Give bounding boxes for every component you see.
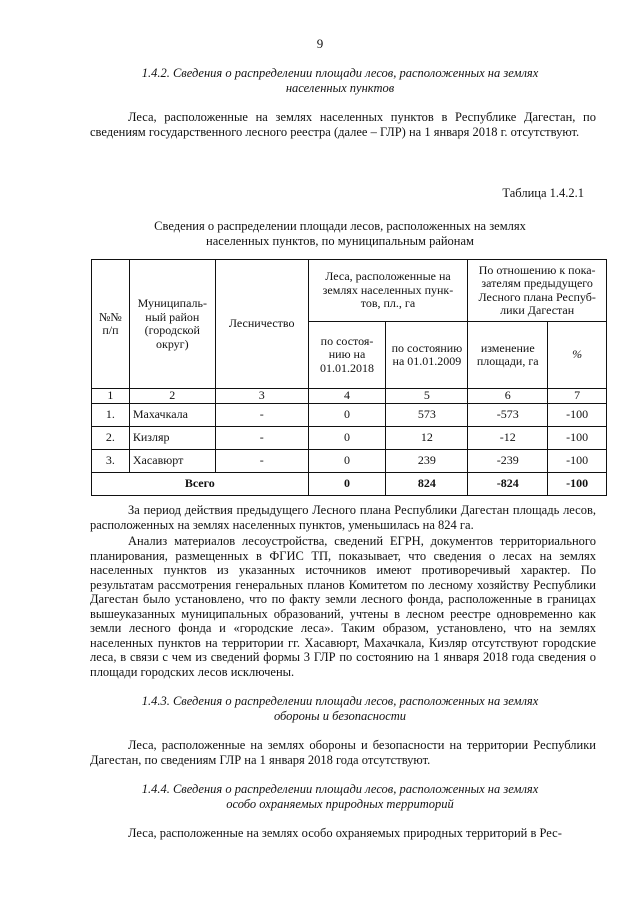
cell-2009: 573 (386, 404, 468, 427)
header-percent: % (548, 322, 607, 389)
col-number: 4 (308, 389, 386, 404)
cell-forestry: - (215, 427, 308, 450)
heading-line: 1.4.4. Сведения о распределении площади лесов, расположенных на землях (141, 782, 539, 796)
table-title-line: населенных пунктов, по муниципальным районам (206, 234, 474, 248)
paragraph-text: Анализ материалов лесоустройства, сведений ЕГРН, документов территориального планирования, размещенных в ФГИС ТП, показывает, что сведения о лесах на землях населенных пунктов из указанных источников имеют противоречивый характер. По результатам рассмотрения генеральных планов Комитетом по лесному хозяйству Республики Дагестан было установлено, что по факту земли лесного фонда, расположенные в границах вышеуказанных муниципальных образований, учтены в лесном реестре одновременно как земли лесного фонда и «городские леса». Таким образом, установлено, что на землях населенных пунктов на территории гг. Хасавюрт, Махачкала, Кизляр отсутствуют городские леса, в связи с чем из сведений формы 3 ГЛР по состоянию на 1 января 2018 года сведения о площади городских лесов исключены. (90, 534, 596, 679)
heading-line: 1.4.2. Сведения о распределении площади лесов, расположенных на землях (141, 66, 539, 80)
cell-2018: 0 (308, 450, 386, 473)
header-district: Муниципаль- ный район (городской округ) (129, 260, 215, 389)
paragraph-text: Леса, расположенные на землях населенных пунктов в Республике Дагестан, по сведениям государственного лесного реестра (далее – ГЛР) на 1 января 2018 г. отсутствуют. (90, 110, 596, 139)
heading-line: 1.4.3. Сведения о распределении площади лесов, расположенных на землях (141, 694, 539, 708)
cell-forestry: - (215, 404, 308, 427)
cell-num: 3. (92, 450, 130, 473)
header-change: изменение площади, га (468, 322, 548, 389)
col-number: 3 (215, 389, 308, 404)
forest-area-table (91, 259, 607, 496)
header-compare: По отношению к пока- зателям предыдущего Лесного плана Респуб- лики Дагестан (468, 260, 607, 322)
heading-line: обороны и безопасности (273, 709, 407, 723)
paragraph-text: Леса, расположенные на землях особо охраняемых природных территорий в Рес- (128, 826, 562, 840)
section-1-4-2-heading (90, 66, 590, 96)
paragraph (90, 503, 596, 532)
total-row (92, 473, 607, 496)
cell-2009: 12 (386, 427, 468, 450)
paragraph (90, 110, 596, 139)
cell-district: Кизляр (129, 427, 215, 450)
col-number: 2 (129, 389, 215, 404)
page-number: 9 (316, 36, 324, 51)
table-row (92, 427, 607, 450)
paragraph-text: За период действия предыдущего Лесного плана Республики Дагестан площадь лесов, расположенных на землях населенных пунктов, уменьшилась на 824 га. (90, 503, 596, 532)
cell-change: -239 (468, 450, 548, 473)
header-num: №№ п/п (92, 260, 130, 389)
table-row (92, 450, 607, 473)
cell-district: Махачкала (129, 404, 215, 427)
col-number: 7 (548, 389, 607, 404)
cell-num: 2. (92, 427, 130, 450)
header-forest-area: Леса, расположенные на землях населенных пунк- тов, пл., га (308, 260, 468, 322)
heading-line: населенных пунктов (285, 81, 395, 95)
paragraph (90, 826, 596, 841)
col-number: 1 (92, 389, 130, 404)
cell-percent: -100 (548, 404, 607, 427)
total-label: Всего (92, 473, 309, 496)
table-row (92, 404, 607, 427)
column-number-row (92, 389, 607, 404)
cell-num: 1. (92, 404, 130, 427)
header-forestry: Лесничество (215, 260, 308, 389)
header-as-of-2009: по состоянию на 01.01.2009 (386, 322, 468, 389)
cell-percent: -100 (548, 450, 607, 473)
col-number: 5 (386, 389, 468, 404)
heading-line: особо охраняемых природных территорий (226, 797, 454, 811)
cell-2018: 0 (308, 404, 386, 427)
paragraph (90, 738, 596, 767)
table-label: Таблица 1.4.2.1 (502, 186, 584, 200)
paragraph (90, 534, 596, 679)
table-title-line: Сведения о распределении площади лесов, расположенных на землях (154, 219, 526, 233)
total-2018: 0 (308, 473, 386, 496)
col-number: 6 (468, 389, 548, 404)
total-2009: 824 (386, 473, 468, 496)
paragraph-text: Леса, расположенные на землях обороны и безопасности на территории Республики Дагестан, по сведениям ГЛР на 1 января 2018 года отсутствуют. (90, 738, 596, 767)
cell-change: -12 (468, 427, 548, 450)
cell-percent: -100 (548, 427, 607, 450)
section-1-4-3-heading (90, 694, 590, 724)
table-title (90, 219, 590, 249)
header-as-of-2018: по состоя- нию на 01.01.2018 (308, 322, 386, 389)
cell-2018: 0 (308, 427, 386, 450)
cell-change: -573 (468, 404, 548, 427)
section-1-4-4-heading (90, 782, 590, 812)
cell-2009: 239 (386, 450, 468, 473)
cell-forestry: - (215, 450, 308, 473)
total-percent: -100 (548, 473, 607, 496)
cell-district: Хасавюрт (129, 450, 215, 473)
total-change: -824 (468, 473, 548, 496)
